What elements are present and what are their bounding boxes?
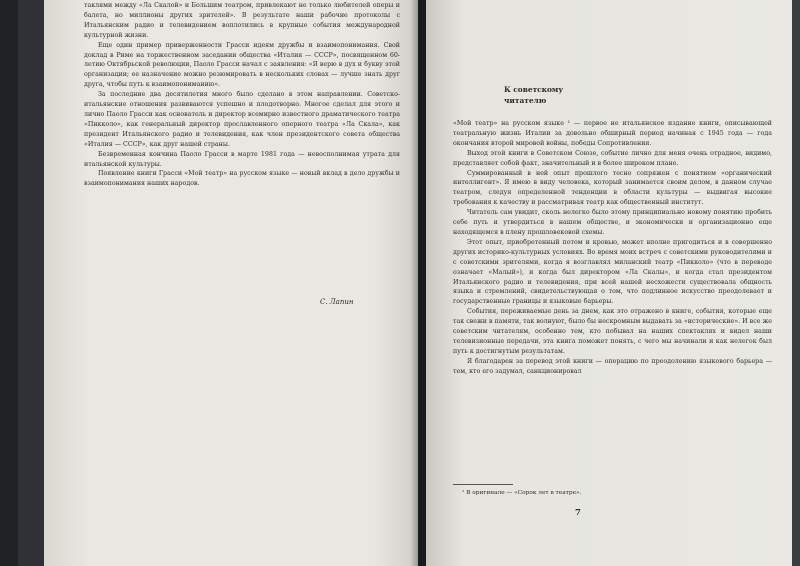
paragraph: Читатель сам увидит, сколь нелегко было этому принципиально новому понятию пробить себе путь и утвердиться в нашем обществе, и экономически и организационно еще находящемся в плену прошловековой схемы. <box>453 209 772 236</box>
paragraph: «Мой театр» на русском языке ¹ — первое не итальянское издание книги, описывающей театральную жизнь Италии за довольно обширный период начиная с 1945 года — года окончания второй мировой войны, победы Сопротивления. <box>453 120 772 147</box>
chapter-heading-line: К советскому <box>504 85 564 94</box>
right-page-text <box>453 119 772 377</box>
paragraph: Суммированный в ней опыт прошлого тесно сопряжен с понятием «органический интеллигент». Я имею в виду человека, который занимается своим делом, в данном случае театром, следуя определенной тенденции в области культуры — выдвигая высокие требования к качеству и рассматривая театр как общественный институт. <box>453 169 772 207</box>
paragraph: Безвременная кончина Паоло Грасси в марте 1981 года — невосполнимая утрата для итальянской культуры. <box>84 150 400 168</box>
left-page-text <box>84 1 400 189</box>
scan-border-left <box>0 0 18 566</box>
paragraph: таклями между «Ла Скалой» и Большим театром, привлекают не только любителей оперы и балета, но миллионы других зрителей». В результате наши рабочие протоколы с Итальянским радио и телевидением воплотились в крупные события международной культурной жизни. <box>84 2 400 39</box>
footnote: ¹ В оригинале — «Сорок лет в театре». <box>462 490 582 496</box>
paragraph: Этот опыт, приобретенный потом и кровью, может вполне пригодиться и в совершенно других историко-культурных условиях. Во время моих встреч с советскими руководителями и с советскими зрителями, когда я возглавлял миланский театр «Пикколо» (что в переводе означает «Малый»), и когда был директором «Ла Скалы», и когда стал президентом Итальянского радио и телевидения, при всей нашей несхожести существовала общность языка и стремлений, свидетельствующая о том, что подлинное искусство преодолевает и государственные границы и языковые барьеры. <box>453 238 772 306</box>
paragraph: За последние два десятилетия много было сделано в этом направлении. Советско-итальянские отношения развиваются успешно и плодотворно. Многое сделал для этого и лично Паоло Грасси как основатель и директор всемирно известного драматического театра «Пикколо», как генеральный директор прославленного оперного театра «Ла Скала», как президент Итальянского радио и телевидения, как член президентского совета общества «Италия — СССР», как друг нашей страны. <box>84 91 400 148</box>
paragraph: Еще один пример приверженности Грасси идеям дружбы и взаимопонимания. Свой доклад в Риме на торжественном заседании общества «Италия — СССР», посвященном 60-летию Октябрьской революции, Паоло Грасси начал с заявления: «Я верю в дух и букву этой организации; ее назначение можно резюмировать в нескольких словах — лучше знать друг друга, чтобы путь к взаимопониманию». <box>84 41 400 89</box>
footnote-rule <box>453 484 513 485</box>
book-fold-shadow <box>410 0 418 566</box>
chapter-heading <box>504 84 563 106</box>
page-number: 7 <box>575 508 581 518</box>
scan-border-right <box>792 0 800 566</box>
paragraph: Я благодарен за перевод этой книги — операцию по преодолению языкового барьера — тем, кто его задумал, санкционировал <box>453 357 772 375</box>
paragraph: Появление книги Грасси «Мой театр» на русском языке — новый вклад в дело дружбы и взаимопонимания наших народов. <box>84 170 400 188</box>
book-gutter <box>418 0 426 566</box>
chapter-heading-line: читателю <box>504 96 547 105</box>
paragraph: Выход этой книги в Советском Союзе, событие лично для меня очень отрадное, видимо, представляет собой факт, значительный и в более широком плане. <box>453 149 772 167</box>
paragraph: События, переживаемые день за днем, как это отражено в книге, события, которые еще так свежи в памяти, так волнуют, было бы нескромным выдавать за «исторические». И все же советским читателям, особенно тем, кто побывал на наших спектаклях и видел наши телевизионные передачи, эта книга поможет понять, с чего мы начинали и как нелегок был путь к достигнутым результатам. <box>453 308 772 355</box>
author-signature: С. Лапин <box>320 298 354 306</box>
